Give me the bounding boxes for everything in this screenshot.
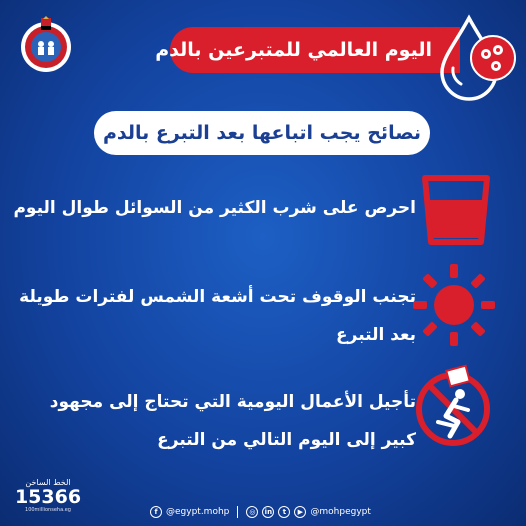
tip-2: [16, 278, 416, 354]
tip-3-line-2: كبير إلى اليوم التالي من التبرع: [157, 430, 416, 450]
tip-2-line-1: تجنب الوقوف تحت أشعة الشمس لفترات طويلة: [19, 287, 416, 307]
social-bar: [150, 503, 371, 521]
social-handle-left[interactable]: @egypt.mohp: [166, 507, 230, 517]
blood-drop-icon: [436, 10, 522, 102]
tip-3-line-1: تأجيل الأعمال اليومية التي تحتاج إلى مجهود: [49, 392, 416, 412]
tip-1-line-1: احرص على شرب الكثير من السوائل طوال اليوم: [13, 198, 416, 218]
instagram-icon[interactable]: ◎: [246, 506, 258, 518]
divider: [237, 506, 238, 518]
header-title: اليوم العالمي للمتبرعين بالدم: [155, 39, 432, 61]
water-cup-icon: [413, 170, 499, 256]
hotline: [12, 478, 84, 513]
hotline-label: الخط الساخن: [25, 478, 71, 487]
no-exertion-icon: [410, 364, 496, 450]
tip-2-line-2: بعد التبرع: [336, 325, 416, 345]
facebook-icon[interactable]: f: [150, 506, 162, 518]
linkedin-icon[interactable]: in: [262, 506, 274, 518]
tip-3: [16, 383, 416, 459]
tip-1: [13, 189, 416, 227]
youtube-icon[interactable]: ▶: [294, 506, 306, 518]
subtitle-text: نصائح يجب اتباعها بعد التبرع بالدم: [102, 122, 422, 144]
ministry-logo: [17, 14, 75, 74]
social-handle-right[interactable]: @mohpegypt: [310, 507, 371, 517]
hotline-number: 15366: [14, 486, 82, 508]
hotline-website: 100millionseha.eg: [25, 507, 71, 513]
header-banner: [155, 27, 460, 73]
sun-icon: [411, 262, 497, 348]
twitter-icon[interactable]: t: [278, 506, 290, 518]
subtitle-banner: [94, 111, 430, 155]
